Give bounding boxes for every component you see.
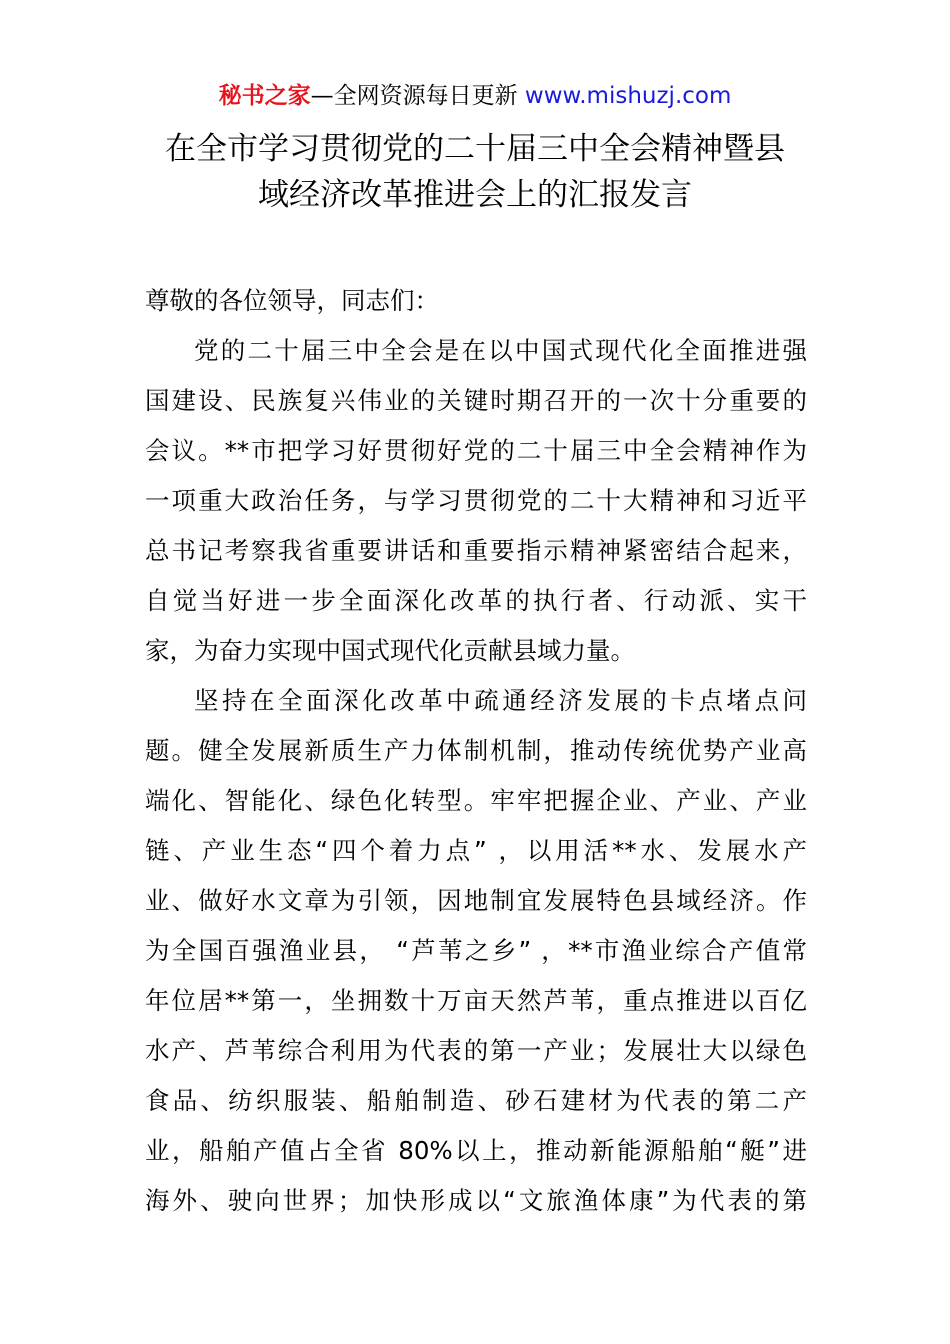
paragraph-line: 党的二十届三中全会是在以中国式现代化全面推进强 (194, 336, 807, 365)
paragraph-line: 国建设、民族复兴伟业的关键时期召开的一次十分重要的 (145, 386, 807, 415)
document-title-line: 在全市学习贯彻党的二十届三中全会精神暨县 (165, 131, 785, 167)
paragraph-line: 总书记考察我省重要讲话和重要指示精神紧密结合起来， (145, 536, 807, 565)
paragraph-line: 海外、驶向世界；加快形成以“文旅渔体康”为代表的第 (145, 1186, 807, 1215)
site-brand: 秘书之家 (218, 83, 311, 109)
paragraph-line: 链、产业生态“四个着力点” ，以用活**水、发展水产 (145, 836, 807, 865)
paragraph-line: 年位居**第一，坐拥数十万亩天然芦苇，重点推进以百亿 (145, 986, 807, 1015)
document-title-line: 域经济改革推进会上的汇报发言 (258, 177, 692, 213)
paragraph-line: 业、做好水文章为引领，因地制宜发展特色县域经济。作 (145, 886, 807, 915)
paragraph-line: 食品、纺织服装、船舶制造、砂石建材为代表的第二产 (145, 1086, 807, 1115)
paragraph-line: 家，为奋力实现中国式现代化贡献县域力量。 (145, 636, 635, 665)
paragraph (145, 326, 807, 676)
paragraph-line: 端化、智能化、绿色化转型。牢牢把握企业、产业、产业 (145, 786, 807, 815)
paragraph (145, 676, 807, 1226)
paragraph-line: 题。健全发展新质生产力体制机制，推动传统优势产业高 (145, 736, 807, 765)
paragraph-line: 水产、芦苇综合利用为代表的第一产业；发展壮大以绿色 (145, 1036, 807, 1065)
document-body (145, 276, 807, 1226)
document-title (120, 126, 830, 218)
site-url-link[interactable]: www.mishuzj.com (524, 83, 732, 109)
paragraph-line: 一项重大政治任务，与学习贯彻党的二十大精神和习近平 (145, 486, 807, 515)
paragraph-line: 业，船舶产值占全省 80%以上，推动新能源船舶“艇”进 (145, 1136, 807, 1165)
salutation: 尊敬的各位领导，同志们： (145, 286, 439, 315)
paragraph-line: 为全国百强渔业县， “芦苇之乡” ，**市渔业综合产值常 (145, 936, 807, 965)
paragraph-line: 会议。**市把学习好贯彻好党的二十届三中全会精神作为 (145, 436, 807, 465)
site-header (0, 80, 950, 112)
paragraph-line: 坚持在全面深化改革中疏通经济发展的卡点堵点问 (194, 686, 807, 715)
paragraph-line: 自觉当好进一步全面深化改革的执行者、行动派、实干 (145, 586, 807, 615)
site-tagline: —全网资源每日更新 (310, 83, 525, 109)
